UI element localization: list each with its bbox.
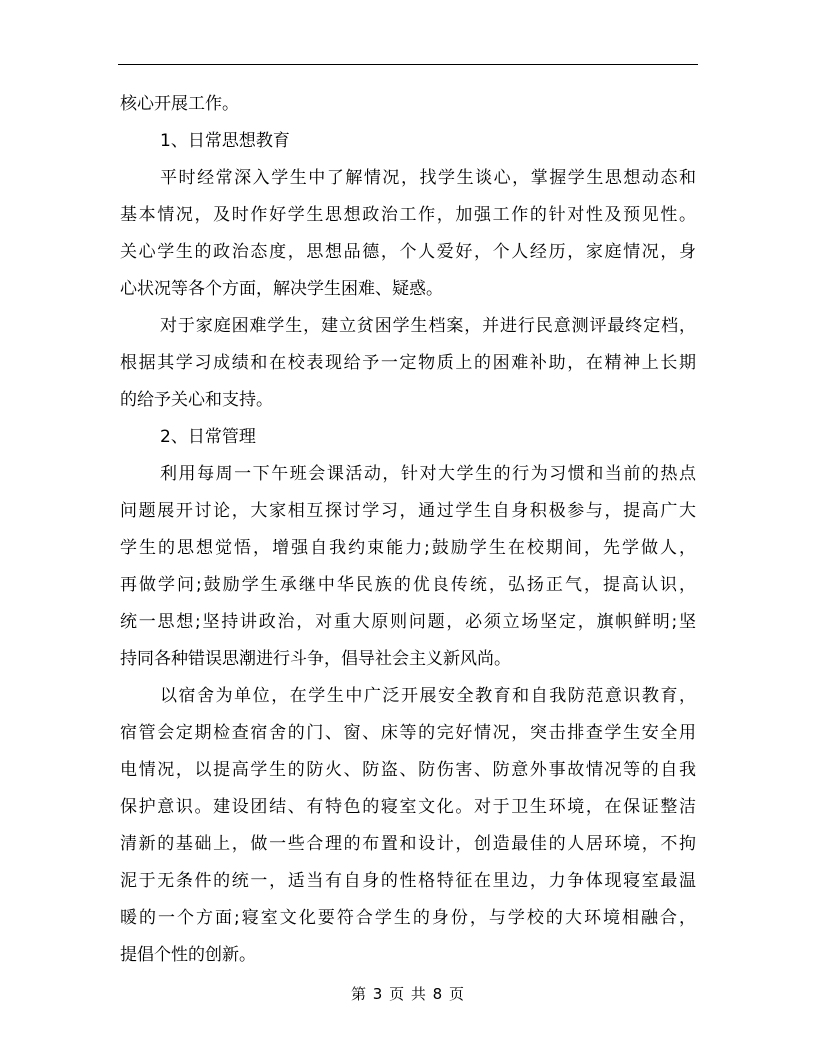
body-line: 保护意识。建设团结、有特色的寝室文化。对于卫生环境，在保证整洁 [120,797,696,817]
body-line: 核心开展工作。 [120,94,239,114]
body-line: 的给予关心和支持。 [120,390,273,410]
document-body [120,86,696,974]
body-line: 提倡个性的创新。 [120,945,256,965]
body-line: 对于家庭困难学生，建立贫困学生档案，并进行民意测评最终定档， [160,316,696,336]
body-line: 泥于无条件的统一，适当有自身的性格特征在里边，力争体现寝室最温 [120,871,696,891]
body-line: 关心学生的政治态度，思想品德，个人爱好，个人经历，家庭情况，身 [120,242,696,262]
body-line: 心状况等各个方面，解决学生困难、疑惑。 [120,279,443,299]
body-line: 利用每周一下午班会课活动，针对大学生的行为习惯和当前的热点 [160,464,696,484]
body-line: 清新的基础上，做一些合理的布置和设计，创造最佳的人居环境，不拘 [120,834,696,854]
body-line: 基本情况，及时作好学生思想政治工作，加强工作的针对性及预见性。 [120,205,696,225]
body-line: 问题展开讨论，大家相互探讨学习，通过学生自身积极参与，提高广大 [120,501,696,521]
body-line: 以宿舍为单位，在学生中广泛开展安全教育和自我防范意识教育， [160,686,696,706]
page-number-footer: 第 3 页 共 8 页 [351,985,465,1003]
body-line: 宿管会定期检查宿舍的门、窗、床等的完好情况，突击排查学生安全用 [120,723,696,743]
body-line: 再做学问;鼓励学生承继中华民族的优良传统，弘扬正气，提高认识， [120,575,696,595]
body-line: 平时经常深入学生中了解情况，找学生谈心，掌握学生思想动态和 [160,168,696,188]
header-rule [118,64,698,65]
body-line: 持同各种错误思潮进行斗争，倡导社会主义新风尚。 [120,649,511,669]
section-heading: 1、日常思想教育 [160,131,290,151]
body-line: 统一思想;坚持讲政治，对重大原则问题，必须立场坚定，旗帜鲜明;坚 [120,612,696,632]
body-line: 学生的思想觉悟，增强自我约束能力;鼓励学生在校期间，先学做人， [120,538,696,558]
body-line: 电情况，以提高学生的防火、防盗、防伤害、防意外事故情况等的自我 [120,760,696,780]
body-line: 根据其学习成绩和在校表现给予一定物质上的困难补助，在精神上长期 [120,353,696,373]
section-heading: 2、日常管理 [160,427,256,447]
body-line: 暖的一个方面;寝室文化要符合学生的身份，与学校的大环境相融合， [120,908,696,928]
